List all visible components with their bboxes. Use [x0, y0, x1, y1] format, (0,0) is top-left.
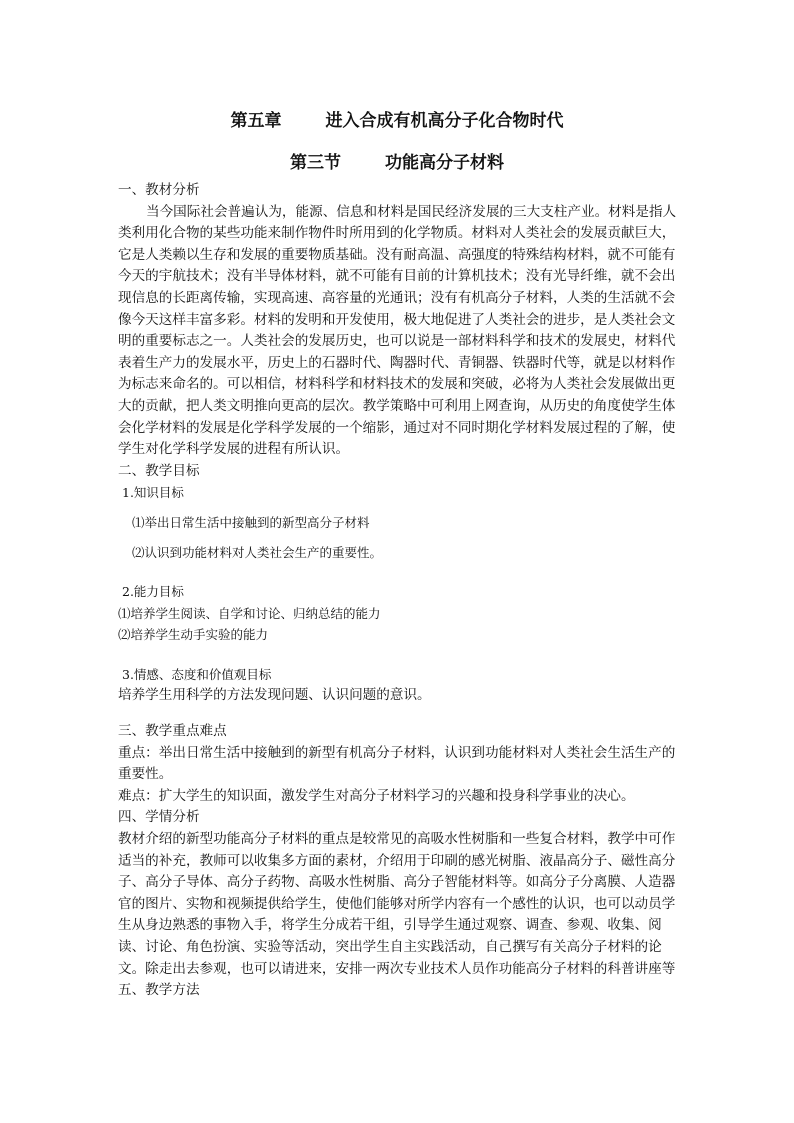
ability-goal-item: ⑵培养学生动手实验的能力: [118, 627, 269, 643]
section-heading-methods: 五、教学方法: [118, 982, 200, 999]
section-heading-keypoints: 三、教学重点难点: [118, 723, 227, 740]
chapter-label: 第五章: [230, 111, 282, 131]
ability-goal-item: ⑴培养学生阅读、自学和讨论、归纳总结的能力: [118, 605, 381, 621]
section-heading-learner-analysis: 四、学情分析: [118, 809, 200, 826]
section-name: 功能高分子材料: [385, 153, 504, 173]
section-label: 第三节: [290, 153, 341, 173]
chapter-name: 进入合成有机高分子化合物时代: [325, 111, 564, 131]
section-title: [0, 148, 794, 173]
learner-analysis-paragraph: 教材介绍的新型功能高分子材料的重点是较常见的高吸水性树脂和一些复合材料，教学中可作适当的补充，教师可以收集多方面的素材，介绍用于印刷的感光树脂、液晶高分子、磁性高分子、高分子导体、高分子药物、高吸水性树脂、高分子智能材料等。如高分子分离膜、人造器官的图片、实物和视频提供给学生，使他们能够对所学内容有一个感性的认识，也可以动员学生从身边熟悉的事物入手，将学生分成若干组，引导学生通过观察、调查、参观、收集、阅读、讨论、角色扮演、实验等活动，突出学生自主实践活动，自己撰写有关高分子材料的论文。除走出去参观，也可以请进来，安排一两次专业技术人员作功能高分子材料的科普讲座等: [118, 831, 676, 977]
emotion-goal-label: 3.情感、态度和价值观目标: [122, 666, 272, 682]
knowledge-goal-label: 1.知识目标: [122, 485, 184, 501]
document-body: [118, 180, 678, 1002]
section-heading-goals: 二、教学目标: [118, 462, 200, 479]
key-point-text: 重点：举出日常生活中接触到的新型有机高分子材料，认识到功能材料对人类社会生活生产的重要性。: [118, 744, 676, 783]
ability-goal-label: 2.能力目标: [122, 584, 184, 600]
section-heading-analysis: 一、教材分析: [118, 182, 200, 198]
emotion-goal-text: 培养学生用科学的方法发现问题、认识问题的意识。: [118, 687, 431, 704]
chapter-title: [0, 106, 794, 131]
knowledge-goal-item: ⑵认识到功能材料对人类社会生产的重要性。: [132, 544, 383, 560]
knowledge-goal-item: ⑴举出日常生活中接触到的新型高分子材料: [132, 514, 370, 530]
analysis-paragraph: 当今国际社会普遍认为，能源、信息和材料是国民经济发展的三大支柱产业。材料是指人类利用化合物的某些功能来制作物件时所用到的化学物质。材料对人类社会的发展贡献巨大，它是人类赖以生存和发展的重要物质基础。没有耐高温、高强度的特殊结构材料，就不可能有今天的宇航技术；没有半导体材料，就不可能有目前的计算机技术；没有光导纤维，就不会出现信息的长距离传输，实现高速、高容量的光通讯；没有有机高分子材料，人类的生活就不会像今天这样丰富多彩。材料的发明和开发使用，极大地促进了人类社会的进步，是人类社会文明的重要标志之一。人类社会的发展历史，也可以说是一部材料科学和技术的发展史，材料代表着生产力的发展水平，历史上的石器时代、陶器时代、青铜器、铁器时代等，就是以材料作为标志来命名的。可以相信，材料科学和材料技术的发展和突破，必将为人类社会发展做出更大的贡献，把人类文明推向更高的层次。教学策略中可利用上网查询，从历史的角度使学生体会化学材料的发展是化学科学发展的一个缩影，通过对不同时期化学材料发展过程的了解，使学生对化学科学发展的进程有所认识。: [118, 203, 677, 458]
difficult-point-text: 难点：扩大学生的知识面，激发学生对高分子材料学习的兴趣和投身科学事业的决心。: [118, 787, 635, 804]
